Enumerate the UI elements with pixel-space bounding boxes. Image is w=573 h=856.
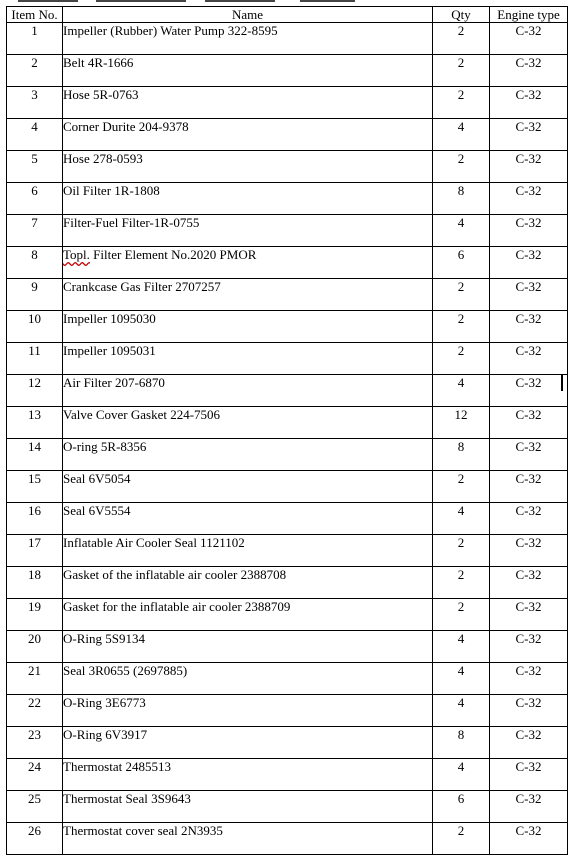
engine-type-cell: C-32 <box>490 23 568 55</box>
quantity-cell: 2 <box>433 471 490 503</box>
quantity-cell: 2 <box>433 151 490 183</box>
item-number-cell: 13 <box>7 407 63 439</box>
item-number-cell: 4 <box>7 119 63 151</box>
engine-type-cell: C-32 <box>490 183 568 215</box>
item-number-cell: 1 <box>7 23 63 55</box>
part-name-cell: Impeller (Rubber) Water Pump 322-8595 <box>63 23 433 55</box>
item-number-cell: 21 <box>7 663 63 695</box>
part-name-cell: Filter-Fuel Filter-1R-0755 <box>63 215 433 247</box>
item-number-cell: 8 <box>7 247 63 279</box>
parts-table <box>6 6 568 855</box>
table-row <box>7 87 568 119</box>
engine-type-cell: C-32 <box>490 151 568 183</box>
table-row <box>7 55 568 87</box>
quantity-cell: 8 <box>433 439 490 471</box>
item-number-cell: 3 <box>7 87 63 119</box>
table-row <box>7 23 568 55</box>
item-number-cell: 18 <box>7 567 63 599</box>
header-engine-type: Engine type <box>490 7 568 23</box>
table-row <box>7 791 568 823</box>
part-name-cell: O-ring 5R-8356 <box>63 439 433 471</box>
spellcheck-flag: Topl. <box>63 247 90 262</box>
item-number-cell: 11 <box>7 343 63 375</box>
part-name-cell: Thermostat cover seal 2N3935 <box>63 823 433 855</box>
table-row <box>7 151 568 183</box>
quantity-cell: 4 <box>433 119 490 151</box>
part-name-cell: Gasket of the inflatable air cooler 2388708 <box>63 567 433 599</box>
quantity-cell: 4 <box>433 503 490 535</box>
table-row <box>7 631 568 663</box>
part-name-cell: O-Ring 3E6773 <box>63 695 433 727</box>
part-name-cell: Seal 6V5054 <box>63 471 433 503</box>
quantity-cell: 4 <box>433 375 490 407</box>
quantity-cell: 6 <box>433 791 490 823</box>
quantity-cell: 4 <box>433 663 490 695</box>
item-number-cell: 26 <box>7 823 63 855</box>
quantity-cell: 6 <box>433 247 490 279</box>
table-row <box>7 503 568 535</box>
table-row <box>7 535 568 567</box>
header-qty: Qty <box>433 7 490 23</box>
engine-type-cell: C-32 <box>490 87 568 119</box>
item-number-cell: 17 <box>7 535 63 567</box>
table-row <box>7 727 568 759</box>
item-number-cell: 10 <box>7 311 63 343</box>
engine-type-cell: C-32 <box>490 375 568 407</box>
item-number-cell: 9 <box>7 279 63 311</box>
quantity-cell: 4 <box>433 215 490 247</box>
engine-type-cell: C-32 <box>490 439 568 471</box>
engine-type-cell: C-32 <box>490 567 568 599</box>
quantity-cell: 8 <box>433 183 490 215</box>
table-row <box>7 823 568 855</box>
engine-type-cell: C-32 <box>490 727 568 759</box>
quantity-cell: 4 <box>433 695 490 727</box>
table-row <box>7 279 568 311</box>
table-row <box>7 247 568 279</box>
part-name-cell: Impeller 1095031 <box>63 343 433 375</box>
quantity-cell: 4 <box>433 759 490 791</box>
engine-type-cell: C-32 <box>490 311 568 343</box>
item-number-cell: 19 <box>7 599 63 631</box>
table-row <box>7 343 568 375</box>
engine-type-cell: C-32 <box>490 215 568 247</box>
header-name: Name <box>63 7 433 23</box>
engine-type-cell: C-32 <box>490 407 568 439</box>
table-row <box>7 471 568 503</box>
table-row <box>7 183 568 215</box>
engine-type-cell: C-32 <box>490 535 568 567</box>
item-number-cell: 23 <box>7 727 63 759</box>
quantity-cell: 2 <box>433 23 490 55</box>
quantity-cell: 2 <box>433 55 490 87</box>
part-name-cell: Hose 278-0593 <box>63 151 433 183</box>
item-number-cell: 16 <box>7 503 63 535</box>
item-number-cell: 5 <box>7 151 63 183</box>
engine-type-cell: C-32 <box>490 599 568 631</box>
engine-type-cell: C-32 <box>490 471 568 503</box>
table-row <box>7 599 568 631</box>
engine-type-cell: C-32 <box>490 55 568 87</box>
part-name-cell: Thermostat 2485513 <box>63 759 433 791</box>
item-number-cell: 14 <box>7 439 63 471</box>
quantity-cell: 2 <box>433 599 490 631</box>
quantity-cell: 2 <box>433 279 490 311</box>
engine-type-cell: C-32 <box>490 119 568 151</box>
engine-type-cell: C-32 <box>490 343 568 375</box>
table-row <box>7 663 568 695</box>
engine-type-cell: C-32 <box>490 631 568 663</box>
part-name-cell: Thermostat Seal 3S9643 <box>63 791 433 823</box>
engine-type-cell: C-32 <box>490 823 568 855</box>
part-name-cell: O-Ring 5S9134 <box>63 631 433 663</box>
part-name-cell: Gasket for the inflatable air cooler 2388709 <box>63 599 433 631</box>
engine-type-cell: C-32 <box>490 791 568 823</box>
engine-type-cell: C-32 <box>490 503 568 535</box>
part-name-cell: Corner Durite 204-9378 <box>63 119 433 151</box>
table-row <box>7 119 568 151</box>
part-name-cell: Hose 5R-0763 <box>63 87 433 119</box>
engine-type-cell: C-32 <box>490 695 568 727</box>
table-row <box>7 215 568 247</box>
quantity-cell: 2 <box>433 343 490 375</box>
item-number-cell: 6 <box>7 183 63 215</box>
table-row <box>7 407 568 439</box>
part-name-cell: Air Filter 207-6870 <box>63 375 433 407</box>
part-name-cell: Belt 4R-1666 <box>63 55 433 87</box>
part-name-cell: Topl. Filter Element No.2020 PMOR <box>63 247 433 279</box>
quantity-cell: 4 <box>433 631 490 663</box>
item-number-cell: 7 <box>7 215 63 247</box>
item-number-cell: 12 <box>7 375 63 407</box>
table-row <box>7 375 568 407</box>
table-row <box>7 759 568 791</box>
item-number-cell: 20 <box>7 631 63 663</box>
part-name-cell: O-Ring 6V3917 <box>63 727 433 759</box>
quantity-cell: 2 <box>433 567 490 599</box>
item-number-cell: 15 <box>7 471 63 503</box>
text-cursor <box>561 375 563 391</box>
table-row <box>7 311 568 343</box>
table-row <box>7 567 568 599</box>
item-number-cell: 22 <box>7 695 63 727</box>
engine-type-cell: C-32 <box>490 247 568 279</box>
engine-type-cell: C-32 <box>490 663 568 695</box>
item-number-cell: 25 <box>7 791 63 823</box>
part-name-cell: Seal 3R0655 (2697885) <box>63 663 433 695</box>
quantity-cell: 8 <box>433 727 490 759</box>
quantity-cell: 2 <box>433 535 490 567</box>
part-name-cell: Impeller 1095030 <box>63 311 433 343</box>
part-name-cell: Valve Cover Gasket 224-7506 <box>63 407 433 439</box>
part-name-cell: Oil Filter 1R-1808 <box>63 183 433 215</box>
header-item-no: Item No. <box>7 7 63 23</box>
table-header-row <box>7 7 568 23</box>
quantity-cell: 2 <box>433 823 490 855</box>
table-row <box>7 695 568 727</box>
part-name-cell: Seal 6V5554 <box>63 503 433 535</box>
table-row <box>7 439 568 471</box>
item-number-cell: 24 <box>7 759 63 791</box>
engine-type-cell: C-32 <box>490 279 568 311</box>
item-number-cell: 2 <box>7 55 63 87</box>
quantity-cell: 12 <box>433 407 490 439</box>
quantity-cell: 2 <box>433 87 490 119</box>
engine-type-cell: C-32 <box>490 759 568 791</box>
part-name-cell: Crankcase Gas Filter 2707257 <box>63 279 433 311</box>
part-name-cell: Inflatable Air Cooler Seal 1121102 <box>63 535 433 567</box>
quantity-cell: 2 <box>433 311 490 343</box>
